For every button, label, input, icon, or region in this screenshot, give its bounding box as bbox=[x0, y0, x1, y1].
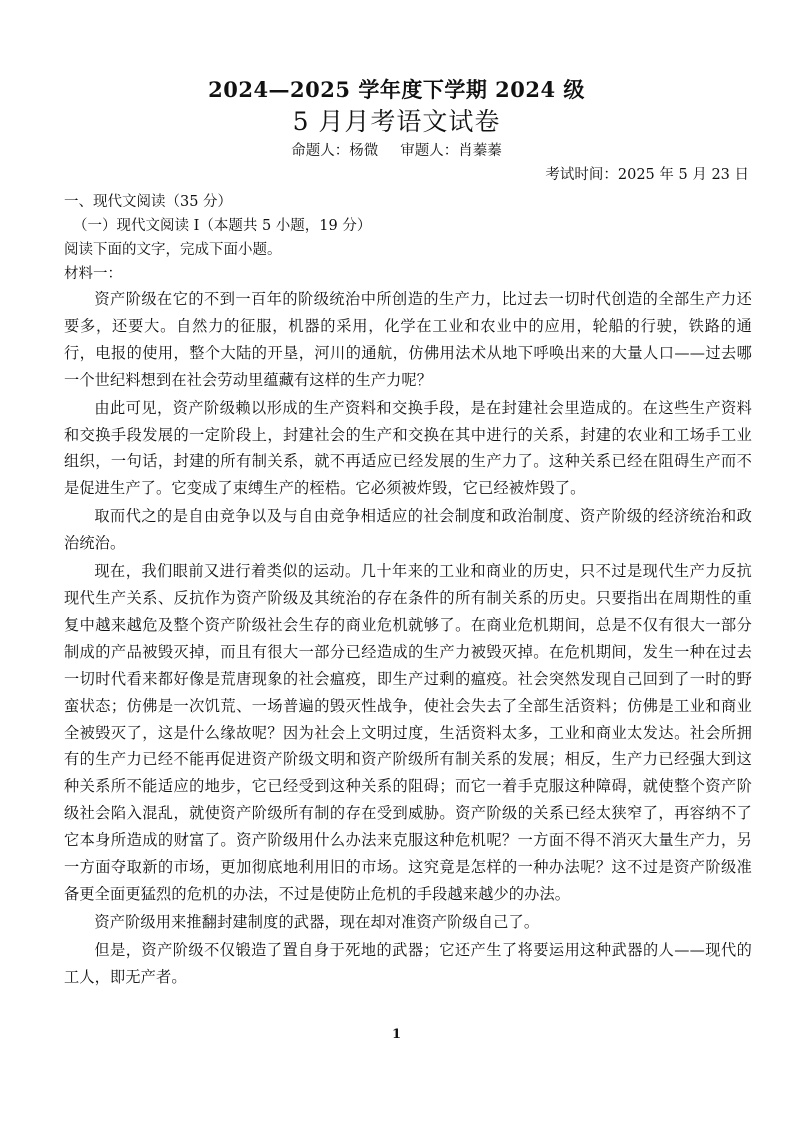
paragraph: 取而代之的是自由竞争以及与自由竞争相适应的社会制度和政治制度、资产阶级的经济统治和政治统治。 bbox=[64, 507, 752, 553]
authors-line bbox=[0, 139, 793, 160]
exam-title-line2: 5 月月考语文试卷 bbox=[292, 107, 501, 136]
material-label: 材料一： bbox=[64, 266, 122, 282]
paragraph: 现在，我们眼前又进行着类似的运动。几十年来的工业和商业的历史，只不过是现代生产力反抗现代生产关系、反抗作为资产阶级及其统治的存在条件的所有制关系的历史。只要指出在周期性的重复中越来越危及整个资产阶级社会生存的商业危机就够了。在商业危机期间，总是不仅有很大一部分制成的产品被毁灭掉，而且有很大一部分已经造成的生产力被毁灭掉。在危机期间，发生一种在过去一切时代看来都好像是荒唐现象的社会瘟疫，即生产过剩的瘟疫。社会突然发现自己回到了一时的野蛮状态；仿佛是一次饥荒、一场普遍的毁灭性战争，使社会失去了全部生活资料；仿佛是工业和商业全被毁灭了，这是什么缘故呢？因为社会上文明过度，生活资料太多，工业和商业太发达。社会所拥有的生产力已经不能再促进资产阶级文明和资产阶级所有制关系的发展；相反，生产力已经强大到这种关系所不能适应的地步，它已经受到这种关系的阻碍；而它一着手克服这种障碍，就使整个资产阶级社会陷入混乱，就使资产阶级所有制的存在受到威胁。资产阶级的关系已经太狭窄了，再容纳不了它本身所造成的财富了。资产阶级用什么办法来克服这种危机呢？一方面不得不消灭大量生产力，另一方面夺取新的市场，更加彻底地利用旧的市场。这究竟是怎样的一种办法呢？这不过是资产阶级准备更全面更猛烈的危机的办法，不过是使防止危机的手段越来越少的办法。 bbox=[64, 562, 752, 903]
reading-instruction: 阅读下面的文字，完成下面小题。 bbox=[64, 242, 282, 258]
exam-title-line1: 2024—2025 学年度下学期 2024 级 bbox=[208, 77, 585, 102]
paragraph: 由此可见，资产阶级赖以形成的生产资料和交换手段，是在封建社会里造成的。在这些生产资料和交换手段发展的一定阶段上，封建社会的生产和交换在其中进行的关系，封建的农业和工场手工业组织，一句话，封建的所有制关系，就不再适应已经发展的生产力了。这种关系已经在阻碍生产而不是促进生产了。它变成了束缚生产的桎梏。它必须被炸毁，它已经被炸毁了。 bbox=[64, 398, 752, 498]
reading-section bbox=[64, 190, 752, 991]
reviewer-label: 审题人：肖蓁蓁 bbox=[400, 143, 502, 159]
paragraph: 资产阶级用来推翻封建制度的武器，现在却对准资产阶级自己了。 bbox=[94, 912, 540, 931]
exam-time: 考试时间：2025 年 5 月 23 日 bbox=[545, 167, 749, 183]
setter-label: 命题人：杨微 bbox=[291, 143, 379, 159]
paragraph: 但是，资产阶级不仅锻造了置自身于死地的武器；它还产生了将要运用这种武器的人——现代的工人，即无产者。 bbox=[64, 940, 752, 986]
paragraph: 资产阶级在它的不到一百年的阶级统治中所创造的生产力，比过去一切时代创造的全部生产力还要多，还要大。自然力的征服，机器的采用，化学在工业和农业中的应用，轮船的行驶，铁路的通行，电报的使用，整个大陆的开垦，河川的通航，仿佛用法术从地下呼唤出来的大量人口——过去哪一个世纪料想到在社会劳动里蕴藏有这样的生产力呢？ bbox=[64, 290, 752, 389]
page-number: 1 bbox=[391, 1027, 402, 1042]
subsection-heading: （一）现代文阅读 I（本题共 5 小题，19 分） bbox=[73, 218, 372, 234]
section-heading: 一、现代文阅读（35 分） bbox=[64, 194, 233, 210]
